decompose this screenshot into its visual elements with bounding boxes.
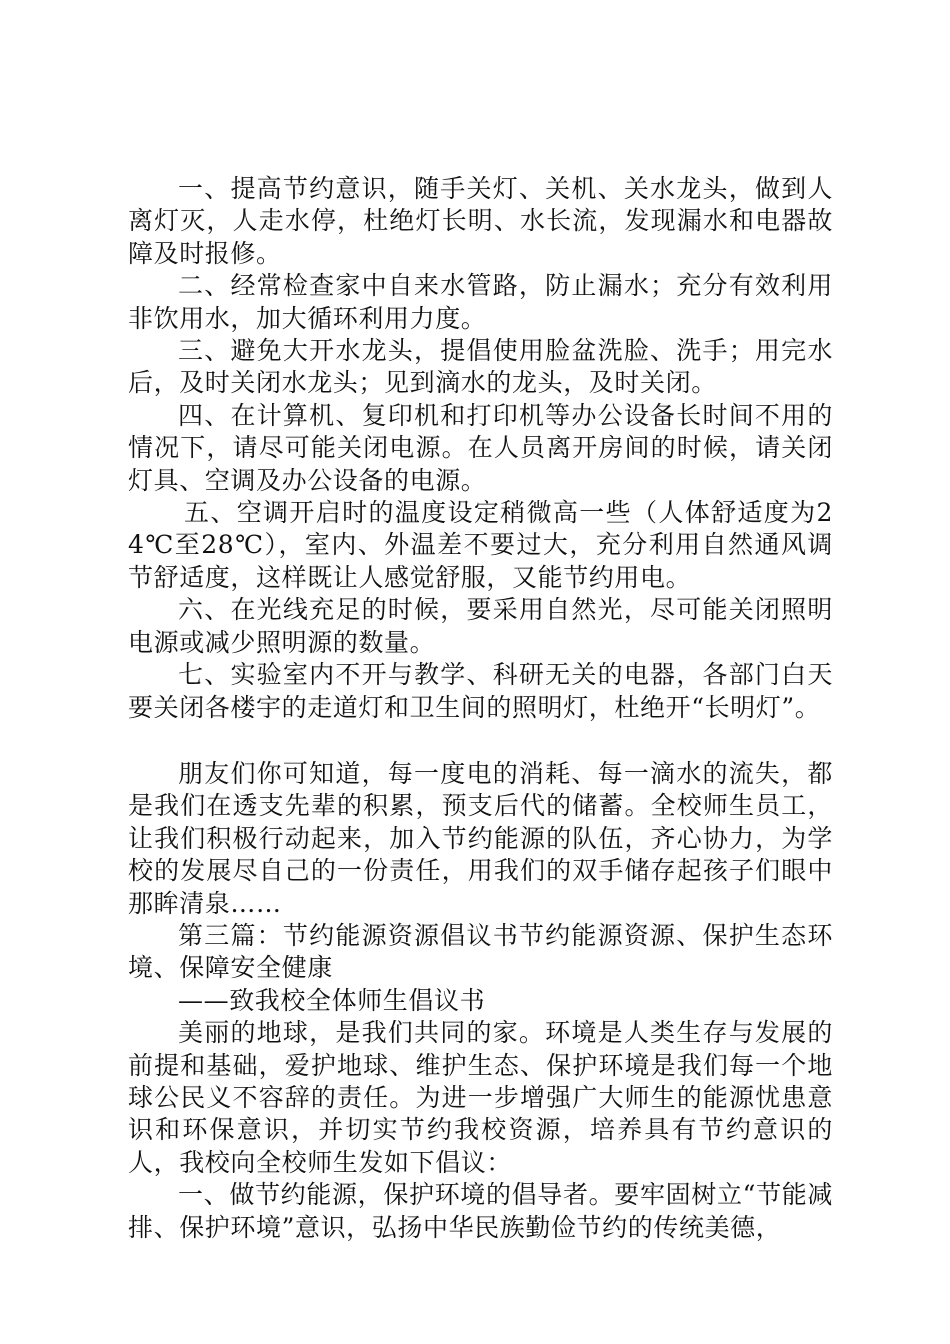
paragraph: 一、做节约能源，保护环境的倡导者。要牢固树立“节能减排、保护环境”意识，弘扬中华民族勤俭节约的传统美德， [128, 1180, 833, 1242]
paragraph: 六、在光线充足的时候，要采用自然光，尽可能关闭照明电源或减少照明源的数量。 [128, 595, 833, 657]
section-heading: 第三篇：节约能源资源倡议书节约能源资源、保护生态环境、保障安全健康 [128, 920, 833, 983]
paragraph: 四、在计算机、复印机和打印机等办公设备长时间不用的情况下，请尽可能关闭电源。在人员离开房间的时候，请关闭灯具、空调及办公设备的电源。 [128, 400, 833, 495]
paragraph-gap [128, 724, 833, 758]
paragraph: 朋友们你可知道，每一度电的消耗、每一滴水的流失，都是我们在透支先辈的积累，预支后代的储蓄。全校师生员工，让我们积极行动起来，加入节约能源的队伍，齐心协力，为学校的发展尽自己的一份责任，用我们的双手储存起孩子们眼中那眸清泉…… [128, 758, 833, 918]
paragraph: 一、提高节约意识，随手关灯、关机、关水龙头，做到人离灯灭，人走水停，杜绝灯长明、水长流，发现漏水和电器故障及时报修。 [128, 174, 833, 268]
document-page [128, 173, 833, 1244]
section-subtitle: ——致我校全体师生倡议书 [178, 985, 486, 1015]
paragraph: 五、空调开启时的温度设定稍微高一些（人体舒适度为24℃至28℃），室内、外温差不要过大，充分利用自然通风调节舒适度，这样既让人感觉舒服，又能节约用电。 [128, 498, 833, 592]
paragraph: 美丽的地球，是我们共同的家。环境是人类生存与发展的前提和基础，爱护地球、维护生态、保护环境是我们每一个地球公民义不容辞的责任。为进一步增强广大师生的能源忧患意识和环保意识，并切实节约我校资源，培养具有节约意识的人，我校向全校师生发如下倡议： [128, 1018, 833, 1177]
paragraph: 二、经常检查家中自来水管路，防止漏水；充分有效利用非饮用水，加大循环利用力度。 [128, 271, 833, 333]
paragraph: 七、实验室内不开与教学、科研无关的电器，各部门白天要关闭各楼宇的走道灯和卫生间的照明灯，杜绝开“长明灯”。 [128, 660, 833, 722]
paragraph: 三、避免大开水龙头，提倡使用脸盆洗脸、洗手；用完水后，及时关闭水龙头；见到滴水的龙头，及时关闭。 [128, 336, 833, 398]
